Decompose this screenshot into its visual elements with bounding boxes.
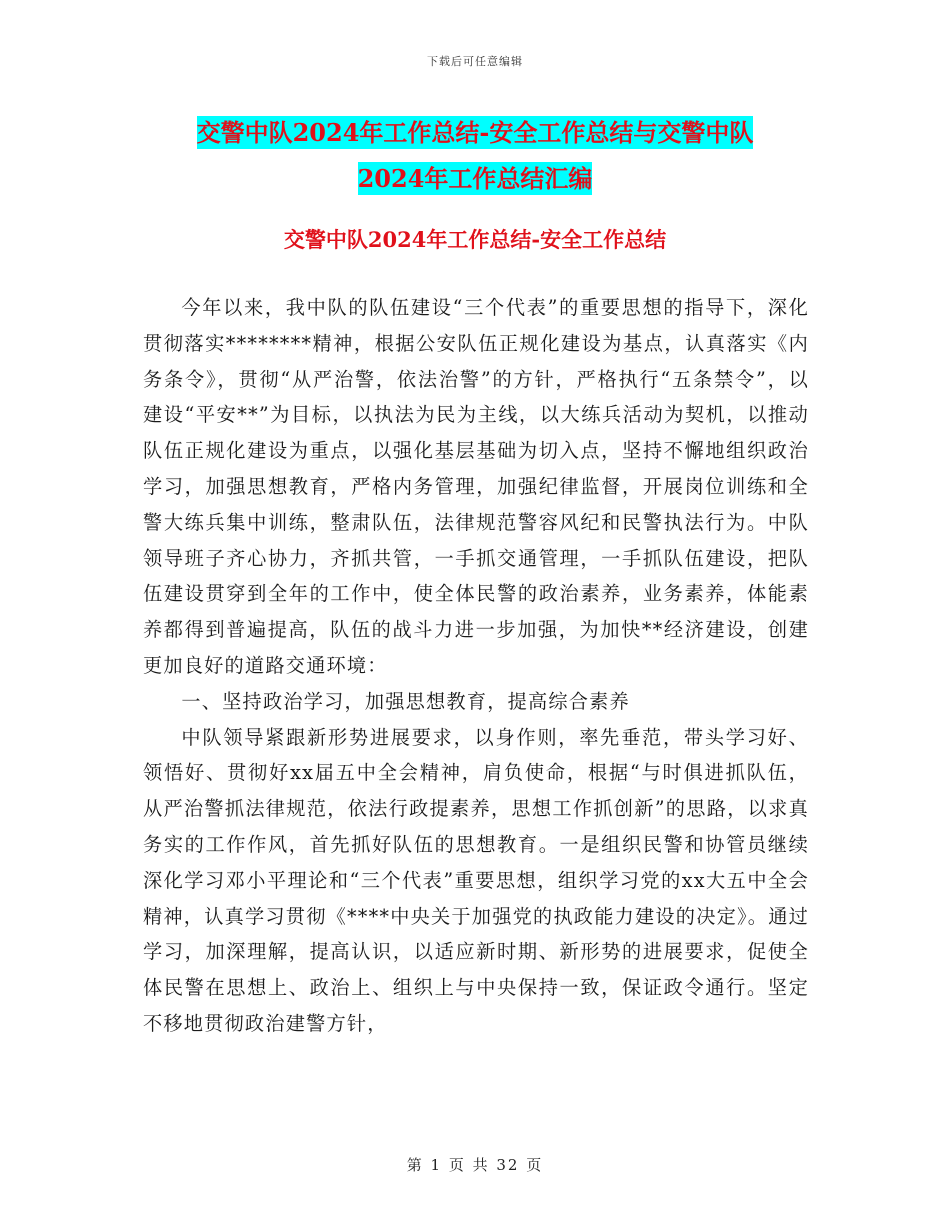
document-body — [143, 290, 809, 1042]
section-title: 交警中队2024年工作总结-安全工作总结 — [283, 227, 667, 252]
body-paragraph-intro: 今年以来，我中队的队伍建设“三个代表”的重要思想的指导下，深化贯彻落实********精神，根据公安队伍正规化建设为基点，认真落实《内务条令》，贯彻“从严治警，依法治警”的方针，严格执行“五条禁令”，以建设“平安**”为目标，以执法为民为主线，以大练兵活动为契机，以推动队伍正规化建设为重点，以强化基层基础为切入点，坚持不懈地组织政治学习，加强思想教育，严格内务管理，加强纪律监督，开展岗位训练和全警大练兵集中训练，整肃队伍，法律规范警容风纪和民警执法行为。中队领导班子齐心协力，齐抓共管，一手抓交通管理，一手抓队伍建设，把队伍建设贯穿到全年的工作中，使全体民警的政治素养，业务素养，体能素养都得到普遍提高，队伍的战斗力进一步加强，为加快**经济建设，创建更加良好的道路交通环境： — [143, 296, 809, 677]
document-title — [140, 110, 810, 202]
page-footer: 第 1 页 共 32 页 — [406, 1156, 544, 1174]
document-title-line-1: 交警中队2024年工作总结-安全工作总结与交警中队 — [196, 118, 754, 147]
document-title-line-2: 2024年工作总结汇编 — [357, 164, 593, 193]
page-header-note: 下载后可任意编辑 — [427, 55, 523, 68]
body-heading-1: 一、坚持政治学习，加强思想教育，提高综合素养 — [181, 689, 630, 713]
body-paragraph-1: 中队领导紧跟新形势进展要求，以身作则，率先垂范，带头学习好、领悟好、贯彻好xx届五中全会精神，肩负使命，根据“与时俱进抓队伍，从严治警抓法律规范，依法行政提素养，思想工作抓创新”的思路，以求真务实的工作作风，首先抓好队伍的思想教育。一是组织民警和协管员继续深化学习邓小平理论和“三个代表”重要思想，组织学习党的xx大五中全会精神，认真学习贯彻《****中央关于加强党的执政能力建设的决定》。通过学习，加深理解，提高认识，以适应新时期、新形势的进展要求，促使全体民警在思想上、政治上、组织上与中央保持一致，保证政令通行。坚定不移地贯彻政治建警方针， — [143, 725, 809, 1035]
